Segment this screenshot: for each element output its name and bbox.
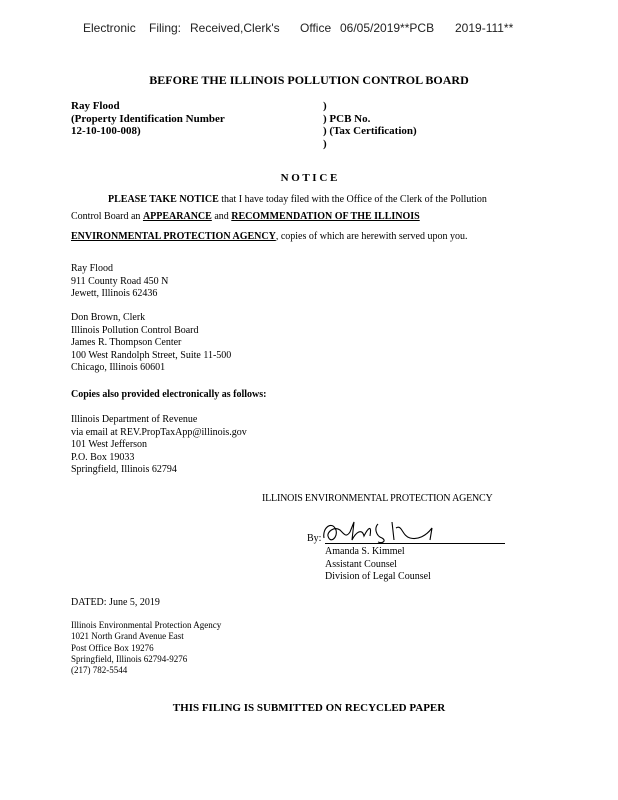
clerk-name: Don Brown, Clerk <box>71 312 146 323</box>
copies-pobox: P.O. Box 19033 <box>71 451 135 463</box>
copies-city: Springfield, Illinois 62794 <box>71 464 177 475</box>
addressee-city: Jewett, Illinois 62436 <box>71 288 158 299</box>
addressee-street: 911 County Road 450 N <box>71 275 169 287</box>
notice-line1-rest: that I have today filed with the Office of the Clerk of the Pollution <box>218 194 487 205</box>
notice-line2-start: Control Board an <box>71 211 143 222</box>
agency-address-pobox: Post Office Box 19276 <box>71 642 154 653</box>
agency-address-block <box>71 620 221 676</box>
agency-address-phone: (217) 782-5544 <box>71 665 128 676</box>
notice-agency: ENVIRONMENTAL PROTECTION AGENCY <box>71 231 276 242</box>
notice-line2-and: and <box>211 211 232 222</box>
caption-pin-number: 12-10-100-008) <box>71 125 141 137</box>
caption-pin-label: (Property Identification Number <box>71 112 225 125</box>
notice-appearance: APPEARANCE <box>142 211 212 222</box>
notice-please-take-notice: PLEASE TAKE NOTICE <box>108 194 219 205</box>
agency-address-name: Illinois Environmental Protection Agency <box>71 620 222 630</box>
caption-pcb-no: ) PCB No. <box>323 112 371 125</box>
caption-paren-4: ) <box>323 137 327 150</box>
header-number: 2019-111** <box>455 21 514 35</box>
clerk-street: 100 West Randolph Street, Suite 11-500 <box>71 349 232 361</box>
dated-line: DATED: June 5, 2019 <box>71 597 160 608</box>
clerk-block <box>71 312 231 375</box>
document-title: BEFORE THE ILLINOIS POLLUTION CONTROL BOARD <box>149 73 469 87</box>
copies-block <box>71 414 247 477</box>
copies-heading: Copies also provided electronically as follows: <box>71 389 267 400</box>
agency-name: ILLINOIS ENVIRONMENTAL PROTECTION AGENCY <box>262 493 493 504</box>
notice-heading: N O T I C E <box>280 172 338 184</box>
notice-line-2 <box>71 211 420 222</box>
notice-line-3 <box>71 231 467 242</box>
caption-right <box>323 100 417 150</box>
caption-name: Ray Flood <box>71 100 120 112</box>
copies-dept: Illinois Department of Revenue <box>71 414 198 425</box>
header-date: 06/05/2019**PCB <box>340 21 435 35</box>
clerk-city: Chicago, Illinois 60601 <box>71 362 166 373</box>
addressee-block <box>71 263 168 301</box>
header-filing: Filing: <box>149 21 182 35</box>
signer-name: Amanda S. Kimmel <box>325 546 405 557</box>
signature-by: By: <box>307 533 322 544</box>
notice-line-1 <box>108 194 487 205</box>
header-office: Office <box>300 21 332 35</box>
copies-email: via email at REV.PropTaxApp@illinois.gov <box>71 426 247 438</box>
caption-tax-cert: ) (Tax Certification) <box>323 125 417 137</box>
notice-recommendation: RECOMMENDATION OF THE ILLINOIS <box>231 211 420 222</box>
clerk-center: James R. Thompson Center <box>71 337 182 348</box>
caption-paren-1: ) <box>323 100 327 112</box>
recycled-paper-footer: THIS FILING IS SUBMITTED ON RECYCLED PAPER <box>172 702 446 714</box>
signer-division: Division of Legal Counsel <box>325 571 431 582</box>
caption-left <box>71 100 225 138</box>
signer-title: Assistant Counsel <box>325 558 397 570</box>
notice-line3-rest: , copies of which are herewith served upon you. <box>275 231 468 242</box>
signature-line <box>325 543 505 544</box>
header-received: Received,Clerk's <box>190 21 280 35</box>
addressee-name: Ray Flood <box>71 263 113 274</box>
agency-address-city: Springfield, Illinois 62794-9276 <box>71 653 188 664</box>
signature-block <box>325 546 431 584</box>
copies-street: 101 West Jefferson <box>71 439 148 450</box>
agency-address-street: 1021 North Grand Avenue East <box>71 631 184 642</box>
header-electronic: Electronic <box>83 21 136 35</box>
clerk-board: Illinois Pollution Control Board <box>71 324 199 336</box>
